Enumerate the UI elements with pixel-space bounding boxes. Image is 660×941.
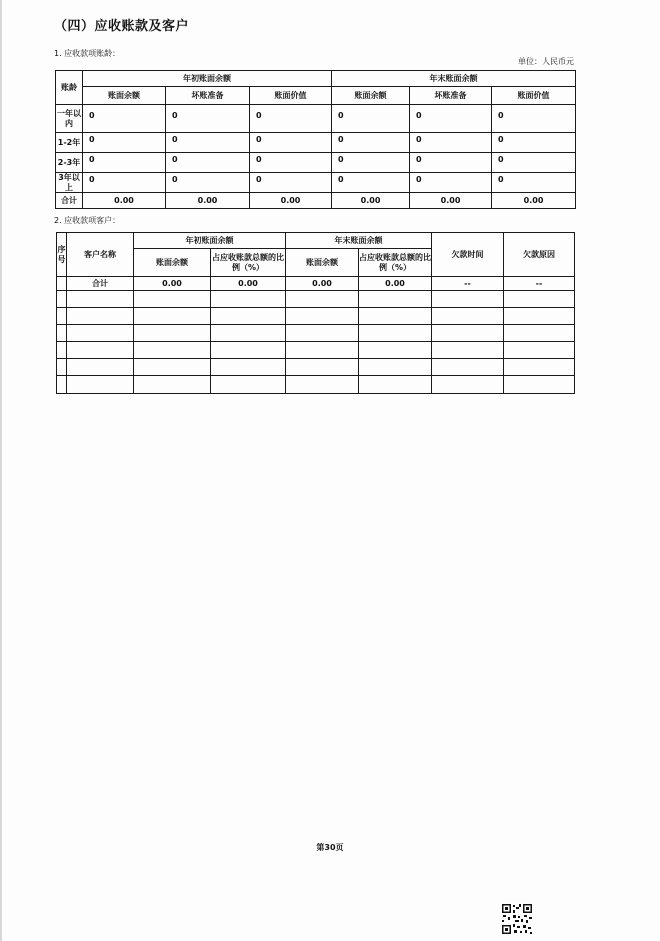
table-cell [134,342,211,359]
table-cell [359,308,432,325]
table-cell [211,308,286,325]
table-row [57,376,575,394]
unit-label: 单位：人民币元 [518,57,574,66]
total-cell: 0.00 [166,193,250,209]
arrears-reason-header: 欠款原因 [504,233,575,277]
row-label: 1-2年 [56,133,83,153]
table-cell [57,342,67,359]
total-cell: 0.00 [211,277,286,291]
table-cell [211,376,286,394]
col-header: 账面余额 [83,87,166,105]
total-cell: 0.00 [492,193,576,209]
table-cell [57,308,67,325]
row-label: 2-3年 [56,153,83,173]
table-cell [211,359,286,376]
col-header: 账面余额 [332,87,410,105]
table-cell [359,359,432,376]
qr-code-icon [501,903,533,935]
table-cell [359,342,432,359]
table-cell: 0 [250,153,332,173]
table-cell: 0 [166,153,250,173]
end-balance-group: 年末账面余额 [286,233,432,249]
table-cell [57,359,67,376]
total-row [57,277,575,291]
ratio-header: 占应收账款总额的比例（%） [359,249,432,277]
total-cell: 0.00 [332,193,410,209]
total-cell: -- [504,277,575,291]
table-cell: 0 [410,105,492,133]
table-cell: 0 [166,105,250,133]
table-cell [432,291,504,308]
table-cell: 0 [410,133,492,153]
customer-heading: 2. 应收款项客户： [54,216,121,225]
table-cell: 0 [332,173,410,193]
table-cell [134,308,211,325]
table-cell: 0 [492,153,576,173]
table-cell: 0 [492,173,576,193]
age-header: 账龄 [56,71,83,105]
total-row [56,193,576,209]
table-cell [134,376,211,394]
total-label: 合计 [56,193,83,209]
table-cell: 0 [250,105,332,133]
table-cell [211,291,286,308]
total-cell: 0.00 [410,193,492,209]
table-cell [134,325,211,342]
aging-table [55,70,576,209]
table-cell [432,342,504,359]
table-row [56,173,576,193]
table-cell [432,325,504,342]
row-label: 3年以上 [56,173,83,193]
table-cell [359,376,432,394]
table-cell [134,291,211,308]
table-cell [286,376,359,394]
row-label: 一年以内 [56,105,83,133]
table-cell [57,277,67,291]
table-cell [504,308,575,325]
customer-table [56,232,575,394]
table-row [56,153,576,173]
total-label: 合计 [67,277,134,291]
table-cell [504,291,575,308]
end-balance-group: 年末账面余额 [332,71,576,87]
table-cell [286,359,359,376]
table-cell [67,342,134,359]
table-cell [286,342,359,359]
page-edge [0,0,2,941]
table-cell [504,342,575,359]
table-cell: 0 [492,105,576,133]
table-cell: 0 [250,133,332,153]
ratio-header: 占应收账款总额的比例（%） [211,249,286,277]
table-cell [57,291,67,308]
table-cell: 0 [332,105,410,133]
table-cell [67,308,134,325]
table-cell [504,376,575,394]
table-cell [134,359,211,376]
table-cell [432,376,504,394]
table-cell: 0 [332,153,410,173]
table-cell: 0 [83,153,166,173]
table-row [57,308,575,325]
page-number: 第30页 [316,843,344,852]
table-cell [67,291,134,308]
name-header: 客户名称 [67,233,134,277]
table-cell [211,342,286,359]
table-cell [67,376,134,394]
table-cell: 0 [166,133,250,153]
table-cell [432,359,504,376]
aging-heading: 1. 应收款项账龄： [54,49,121,58]
total-cell: -- [432,277,504,291]
total-cell: 0.00 [359,277,432,291]
table-cell: 0 [83,173,166,193]
col-header: 账面价值 [492,87,576,105]
table-cell [211,325,286,342]
section-title: （四）应收账款及客户 [54,19,190,34]
table-row [57,325,575,342]
table-cell: 0 [250,173,332,193]
total-cell: 0.00 [83,193,166,209]
table-row [57,291,575,308]
table-cell: 0 [83,133,166,153]
col-header: 坏账准备 [166,87,250,105]
table-row [57,342,575,359]
table-cell: 0 [492,133,576,153]
total-cell: 0.00 [250,193,332,209]
table-cell: 0 [410,153,492,173]
table-cell: 0 [83,105,166,133]
table-row [56,105,576,133]
arrears-time-header: 欠款时间 [432,233,504,277]
table-cell [67,359,134,376]
table-cell [359,325,432,342]
table-cell: 0 [332,133,410,153]
table-cell [67,325,134,342]
table-cell [286,325,359,342]
total-cell: 0.00 [134,277,211,291]
balance-header: 账面余额 [134,249,211,277]
table-cell [359,291,432,308]
seq-header: 序号 [57,233,67,277]
table-cell [286,291,359,308]
table-cell [57,376,67,394]
table-cell: 0 [166,173,250,193]
col-header: 坏账准备 [410,87,492,105]
total-cell: 0.00 [286,277,359,291]
table-cell [504,359,575,376]
begin-balance-group: 年初账面余额 [134,233,286,249]
col-header: 账面价值 [250,87,332,105]
table-cell [57,325,67,342]
table-cell [286,308,359,325]
table-cell [504,325,575,342]
table-row [56,133,576,153]
balance-header: 账面余额 [286,249,359,277]
table-cell: 0 [410,173,492,193]
begin-balance-group: 年初账面余额 [83,71,332,87]
table-cell [432,308,504,325]
table-row [57,359,575,376]
